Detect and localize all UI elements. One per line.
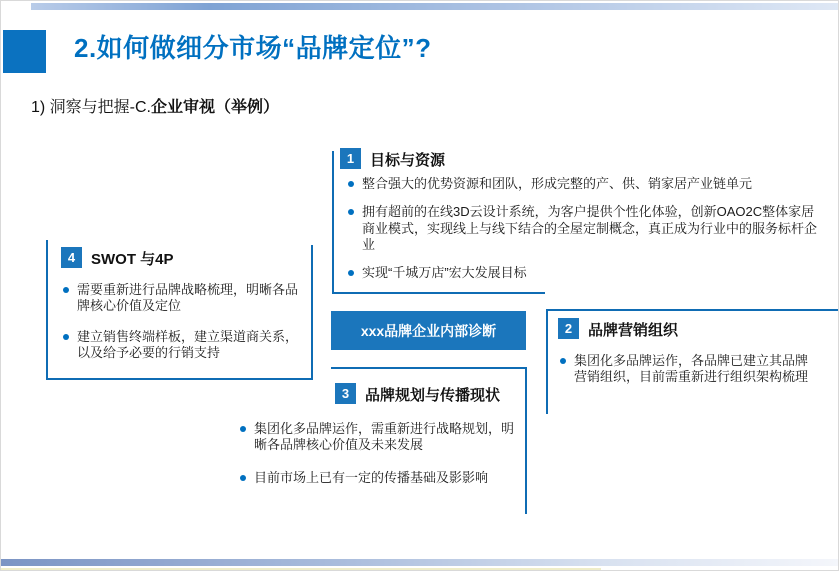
bullet-text: 目前市场上已有一定的传播基础及影影响 [254,469,489,485]
bullet-icon [348,209,354,215]
bullet-icon [348,181,354,187]
bullet-text: 整合强大的优势资源和团队，形成完整的产、供、销家居产业链单元 [362,176,753,191]
section2-number-badge: 2 [558,318,579,339]
list-item [240,421,520,454]
box4-right-border [311,245,313,380]
page-title: 2.如何做细分市场“品牌定位”? [74,33,432,63]
section4-title: SWOT 与4P [91,251,174,268]
center-diagnosis-box: xxx品牌企业内部诊断 [331,311,526,350]
list-item [63,329,306,362]
bullet-text: 集团化多品牌运作，需重新进行战略规划，明晰各品牌核心价值及未来发展 [254,421,515,453]
box3-right-border [525,367,527,514]
bottom-accent-line [1,568,601,570]
subtitle [31,94,279,117]
section4-number-badge: 4 [61,247,82,268]
bullet-icon [348,270,354,276]
section1-number-badge: 1 [340,148,361,169]
subtitle-bold: 企业审视（举例） [151,99,280,116]
section2-bullets [560,353,812,398]
section3-number-badge: 3 [335,383,356,404]
section1-title: 目标与资源 [370,152,446,169]
list-item [63,282,306,315]
list-item [240,470,520,486]
box2-left-border [546,309,548,414]
bullet-icon [240,426,246,432]
list-item [348,265,818,281]
list-item [560,353,812,386]
box3-top-border [331,367,527,369]
bullet-text: 集团化多品牌运作，各品牌已建立其品牌营销组织，目前需重新进行组织架构梳理 [574,353,809,385]
top-gradient-bar [31,3,839,10]
subtitle-prefix: 1) 洞察与把握-C. [31,99,152,116]
box4-bottom-border [46,378,313,380]
section2-title: 品牌营销组织 [588,322,679,339]
section1-bullets [348,176,818,293]
bullet-icon [240,475,246,481]
list-item [348,176,818,192]
bullet-text: 实现“千城万店”宏大发展目标 [362,265,527,280]
bullet-text: 建立销售终端样板，建立渠道商关系，以及给予必要的行销支持 [77,328,299,360]
bullet-text: 拥有超前的在线3D云设计系统，为客户提供个性化体验，创新OAO2C整体家居商业模式，实现线上与线下结合的全屋定制概念，真正成为行业中的服务标杆企业 [362,204,818,252]
section4-bullets [63,282,306,373]
bullet-icon [63,334,69,340]
box4-left-border [46,240,48,380]
box2-top-border [546,309,839,311]
bottom-gradient-bar [1,559,839,566]
section3-bullets [240,421,520,498]
bullet-text: 需要重新进行品牌战略梳理，明晰各品牌核心价值及定位 [77,282,299,314]
title-accent-square [3,30,46,73]
bullet-icon [63,287,69,293]
section3-title: 品牌规划与传播现状 [365,387,501,404]
list-item [348,204,818,253]
box1-left-border [332,151,334,294]
bullet-icon [560,358,566,364]
